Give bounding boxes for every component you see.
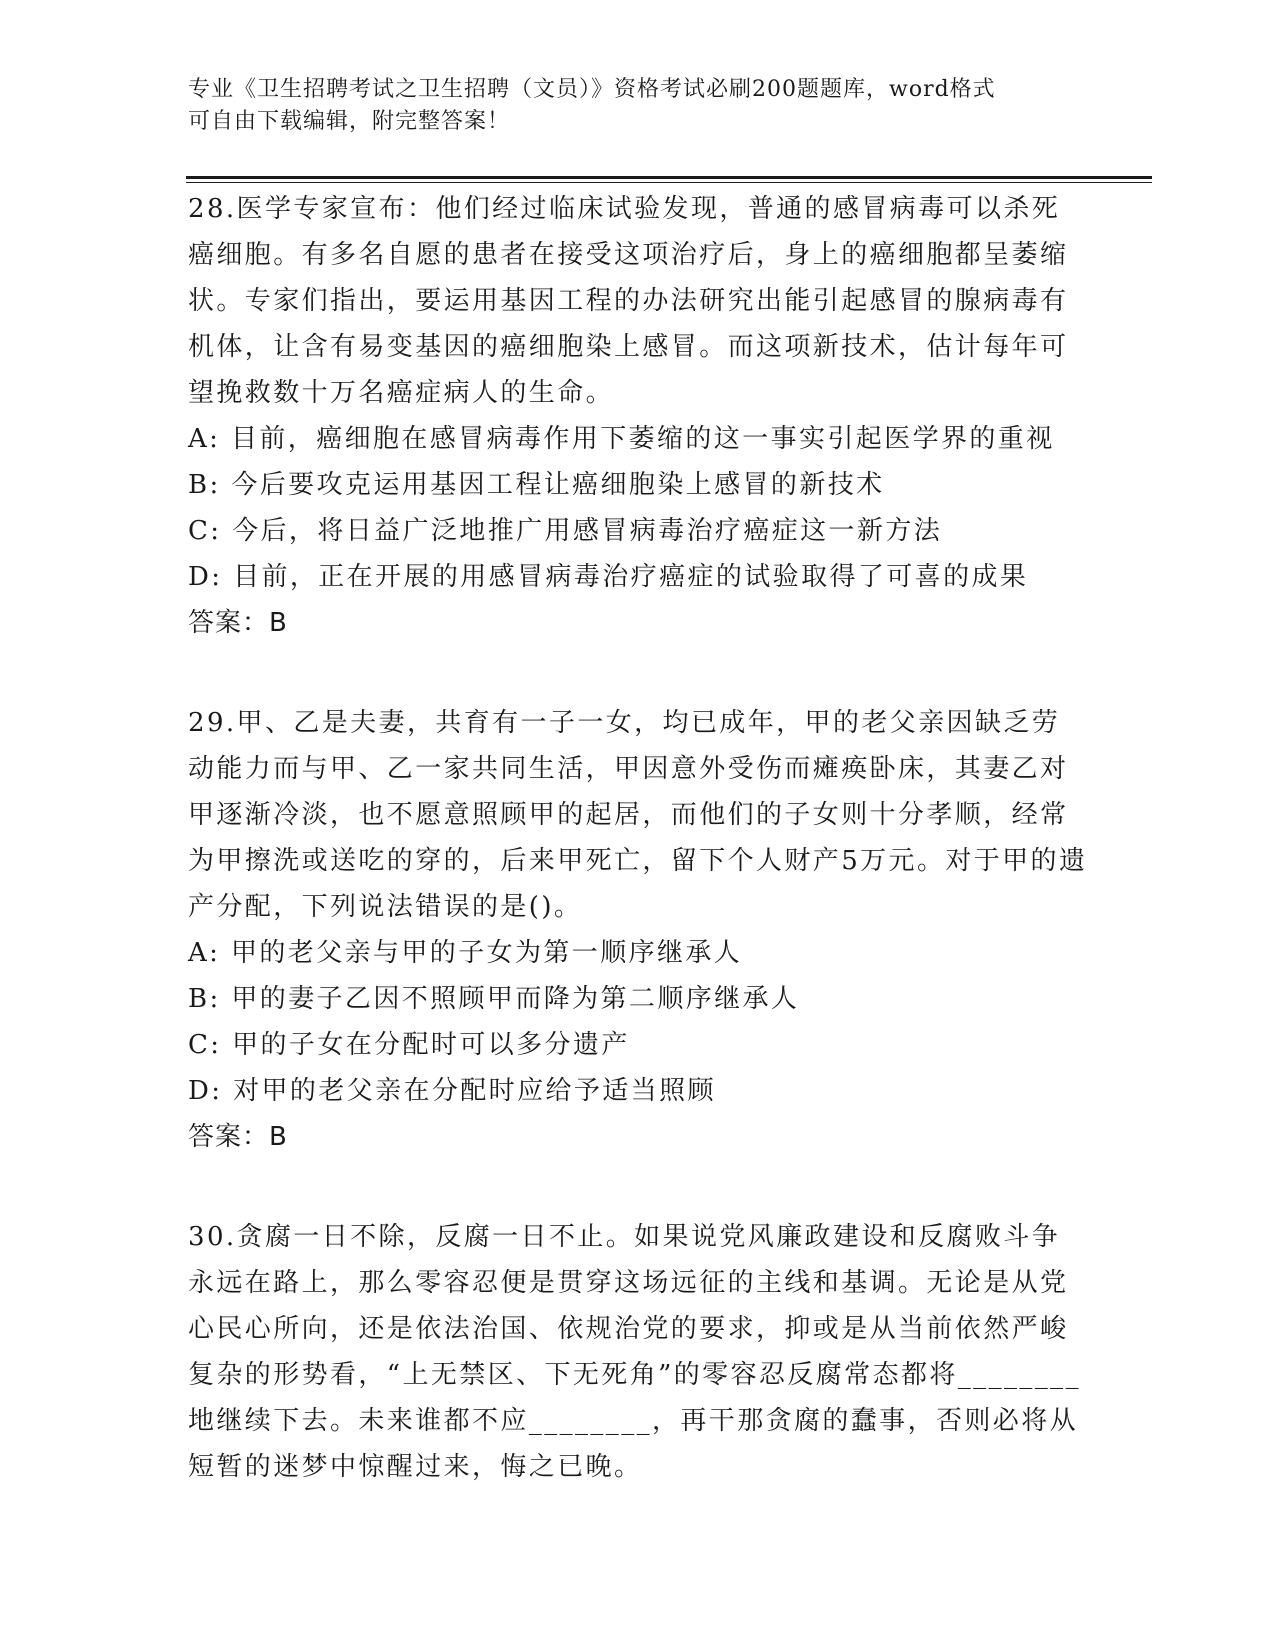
- option-d: D: 目前，正在开展的用感冒病毒治疗癌症的试验取得了可喜的成果: [188, 562, 1029, 592]
- option-a: A: 甲的老父亲与甲的子女为第一顺序继承人: [188, 938, 743, 968]
- document-header: 专业《卫生招聘考试之卫生招聘（文员）》资格考试必刷200题题库，word格式 可自由下载编辑，附完整答案！: [188, 77, 996, 134]
- question-spacer: [188, 646, 1088, 700]
- option-b: B: 今后要攻克运用基因工程让癌细胞染上感冒的新技术: [188, 470, 885, 500]
- option-d: D: 对甲的老父亲在分配时应给予适当照顾: [188, 1076, 716, 1106]
- question-list: [188, 186, 1088, 1490]
- question-stem: 28.医学专家宣布：他们经过临床试验发现，普通的感冒病毒可以杀死癌细胞。有多名自愿的患者在接受这项治疗后，身上的癌细胞都呈萎缩状。专家们指出，要运用基因工程的办法研究出能引起感冒的腺病毒有机体，让含有易变基因的癌细胞染上感冒。而这项新技术，估计每年可望挽救数十万名癌症病人的生命。: [188, 194, 1069, 408]
- option-c: C: 今后，将日益广泛地推广用感冒病毒治疗癌症这一新方法: [188, 516, 943, 546]
- answer-line: 答案：B: [188, 608, 288, 638]
- question-stem: 29.甲、乙是夫妻，共育有一子一女，均已成年，甲的老父亲因缺乏劳动能力而与甲、乙一家共同生活，甲因意外受伤而瘫痪卧床，其妻乙对甲逐渐冷淡，也不愿意照顾甲的起居，而他们的子女则十分孝顺，经常为甲擦洗或送吃的穿的，后来甲死亡，留下个人财产5万元。对于甲的遗产分配，下列说法错误的是()。: [188, 708, 1088, 922]
- question-30: [188, 1214, 1088, 1490]
- option-a: A: 目前，癌细胞在感冒病毒作用下萎缩的这一事实引起医学界的重视: [188, 424, 1055, 454]
- question-stem: 30.贪腐一日不除，反腐一日不止。如果说党风廉政建设和反腐败斗争永远在路上，那么零容忍便是贯穿这场远征的主线和基调。无论是从党心民心所向，还是依法治国、依规治党的要求，抑或是从当前依然严峻复杂的形势看，“上无禁区、下无死角”的零容忍反腐常态都将________地继续下去。未来谁都不应________，再干那贪腐的蠢事，否则必将从短暂的迷梦中惊醒过来，悔之已晚。: [188, 1222, 1081, 1482]
- answer-line: 答案：B: [188, 1122, 288, 1152]
- question-spacer: [188, 1160, 1088, 1214]
- option-b: B: 甲的妻子乙因不照顾甲而降为第二顺序继承人: [188, 984, 800, 1014]
- header-rule-thin: [186, 182, 1152, 183]
- header-rule-thick: [186, 176, 1152, 179]
- question-29: [188, 700, 1088, 1160]
- option-c: C: 甲的子女在分配时可以多分遗产: [188, 1030, 630, 1060]
- question-28: [188, 186, 1088, 646]
